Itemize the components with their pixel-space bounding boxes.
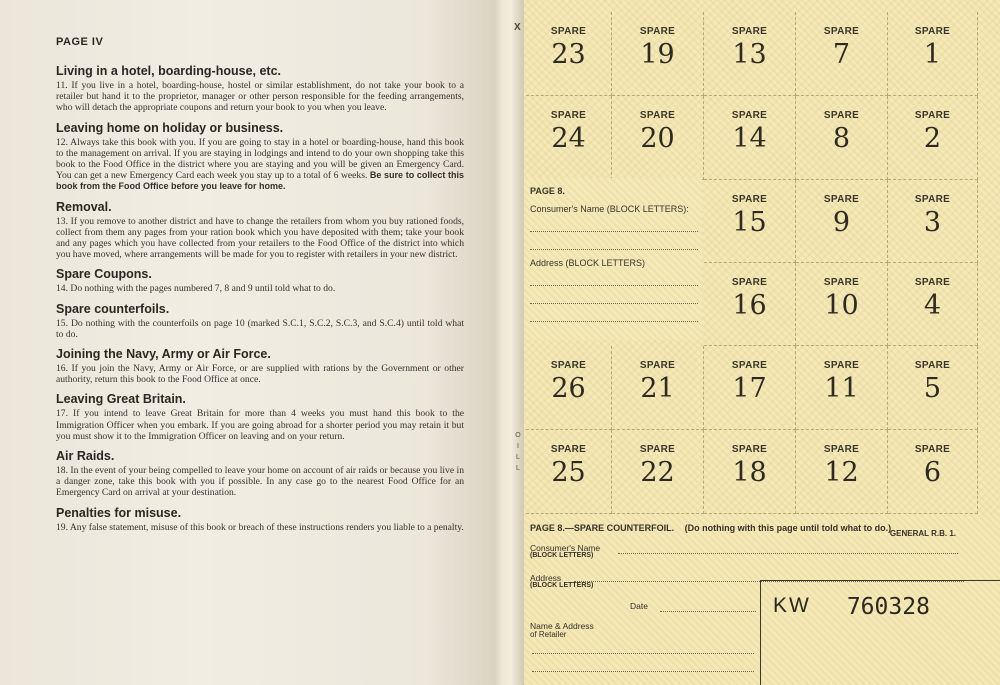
spine-letter: O [515,432,521,439]
spare-coupon [796,96,888,180]
section-text: 17. If you intend to leave Great Britain for more than 4 weeks you must hand this book to the Immigration Officer when you embark. If you are going abroad for a shorter period you may retain it but you must show it to the Immigration Officer on leaving and on your return. [56,408,464,442]
page8-consumer-name-line-2 [530,232,698,250]
spare-counterfoil [524,515,1000,685]
section-text: 16. If you join the Navy, Army or Air Force, or are supplied with rations by the Government or other authority, return this book to the Food Office at once. [56,363,464,386]
coupon-label: SPARE [550,444,587,455]
section-spare-coupons [56,267,464,294]
coupon-number: 25 [551,457,586,488]
section-text-bold: Be sure to collect this book from the Food Office before you leave for home. [56,170,464,192]
spare-coupon [796,12,888,96]
page8-address-line-3 [530,304,698,322]
coupon-label: SPARE [914,26,951,37]
coupon-number: 7 [832,39,851,70]
page8-address-label: Address (BLOCK LETTERS) [530,258,646,268]
coupon-number: 14 [732,123,767,154]
coupon-label: SPARE [731,360,768,371]
section-spare-counterfoils [56,302,464,340]
spare-coupon [704,263,796,346]
counterfoil-consumer-name-sub: (BLOCK LETTERS) [530,552,594,559]
coupon-number: 24 [551,123,586,154]
spare-coupon [612,430,704,514]
coupon-number: 17 [732,373,767,404]
spare-coupon [526,430,612,514]
section-heading: Leaving Great Britain. [56,392,186,407]
section-text [56,137,464,193]
coupon-label: SPARE [914,360,951,371]
coupon-label: SPARE [550,110,587,121]
form-code: GENERAL R.B. 1. [889,529,956,538]
right-page [524,0,1000,685]
coupon-label: SPARE [914,277,951,288]
page-label: PAGE IV [56,36,104,48]
coupon-label: SPARE [823,194,860,205]
section-penalties [56,506,464,533]
spare-coupon [612,346,704,430]
coupon-number: 9 [832,207,851,238]
page8-consumer-name-label: Consumer's Name (BLOCK LETTERS): [530,204,689,214]
spare-coupon [888,180,978,263]
spare-coupon [796,430,888,514]
spine-letter: L [516,454,520,461]
page8-form [524,178,702,340]
section-holiday [56,121,464,193]
coupon-label: SPARE [731,26,768,37]
spare-coupon [704,180,796,263]
coupon-number: 13 [732,39,767,70]
coupon-number: 5 [923,373,942,404]
coupon-number: 23 [551,39,586,70]
coupon-label: SPARE [823,277,860,288]
section-forces [56,347,464,385]
spare-coupon [888,96,978,180]
coupon-number: 18 [732,457,767,488]
spare-coupon [704,346,796,430]
coupon-number: 15 [732,207,767,238]
coupon-label: SPARE [823,444,860,455]
section-hotel [56,64,464,114]
section-heading: Penalties for misuse. [56,505,182,520]
coupon-number: 21 [640,373,675,404]
counterfoil-retailer [530,621,594,639]
coupon-number: 20 [640,123,675,154]
page8-title: PAGE 8. [530,186,565,196]
spare-coupon [612,12,704,96]
coupon-label: SPARE [823,26,860,37]
counterfoil-retailer-line [532,653,754,654]
counterfoil-retailer-sub: of Retailer [530,630,567,639]
spare-coupon [888,263,978,346]
coupon-label: SPARE [731,444,768,455]
counterfoil-note: (Do nothing with this page until told what to do.) [684,523,892,533]
counterfoil-name-line [618,553,958,554]
coupon-number: 12 [824,457,859,488]
counterfoil-date-label: Date [630,601,648,611]
section-text: 15. Do nothing with the counterfoils on page 10 (marked S.C.1, S.C.2, S.C.3, and S.C.4) until told what to do. [56,317,464,340]
coupon-number: 6 [923,457,942,488]
spare-coupon [796,180,888,263]
section-text: 18. In the event of your being compelled to leave your home on account of air raids or because you live in a danger zone, take this book with you if possible. In any case go to the nearest Food Office for an Emergency Card on arrival at your destination. [56,465,464,499]
spare-coupon [888,12,978,96]
spare-coupon [796,263,888,346]
spine-mark: X [514,22,521,33]
coupon-label: SPARE [639,26,676,37]
coupon-number: 1 [923,39,942,70]
spare-coupon [526,12,612,96]
coupon-label: SPARE [731,110,768,121]
counterfoil-consumer-name [530,543,600,559]
section-heading: Spare counterfoils. [56,301,170,316]
coupon-number: 4 [923,290,942,321]
spare-coupon [888,430,978,514]
coupon-label: SPARE [639,110,676,121]
section-text: 14. Do nothing with the pages numbered 7, 8 and 9 until told what to do. [56,283,336,295]
section-removal [56,200,464,261]
section-heading: Joining the Navy, Army or Air Force. [56,347,271,362]
coupon-number: 3 [923,207,942,238]
book-spine [494,0,528,685]
spine-letter: L [516,465,520,472]
coupon-number: 22 [640,457,675,488]
section-text-main: 12. Always take this book with you. If you are going to stay in a hotel or boarding-house, hand this book to the management on arrival. If you are staying in lodgings and intend to do your own shopping take this book to the Food Office in the district where you are staying and you will be given an Emergency Card. You can get a new Emergency Card each week you stay up to a total of 6 weeks. [56,136,464,182]
coupon-label: SPARE [731,277,768,288]
spare-coupon [888,346,978,430]
page8-address-line-2 [530,286,698,304]
counterfoil-retailer-label: Name & Address [530,621,594,631]
section-heading: Air Raids. [56,449,115,464]
coupon-number: 10 [824,290,859,321]
page8-address-line [530,268,698,286]
serial-prefix: KW [773,594,811,617]
section-text: 11. If you live in a hotel, boarding-house, hostel or similar establishment, do not take your book to a retailer but hand it to the proprietor, manager or other person responsible for the feeding arrangements, who will detach the appropriate coupons and return your book to you when you leave. [56,80,464,114]
spine-strip [513,430,523,474]
counterfoil-title: PAGE 8.—SPARE COUNTERFOIL. [530,523,675,533]
section-heading: Spare Coupons. [56,267,152,282]
coupon-label: SPARE [550,26,587,37]
coupon-label: SPARE [823,360,860,371]
coupon-number: 16 [732,290,767,321]
coupon-label: SPARE [731,194,768,205]
coupon-label: SPARE [639,360,676,371]
coupon-number: 19 [640,39,675,70]
spine-letter: I [517,443,519,450]
coupon-number: 8 [832,123,851,154]
section-text: 19. Any false statement, misuse of this book or breach of these instructions renders you liable to a penalty. [56,521,464,533]
coupon-label: SPARE [550,360,587,371]
coupon-label: SPARE [914,110,951,121]
page8-consumer-name-line [530,214,698,232]
counterfoil-retailer-line-2 [532,671,754,672]
section-heading: Leaving home on holiday or business. [56,120,284,135]
spare-coupon [796,346,888,430]
coupon-label: SPARE [914,194,951,205]
counterfoil-address-sub: (BLOCK LETTERS) [530,582,594,589]
coupon-label: SPARE [914,444,951,455]
coupon-number: 2 [923,123,942,154]
counterfoil-date-line [660,611,756,612]
spare-coupon [704,12,796,96]
coupon-number: 11 [824,373,859,404]
section-air-raids [56,449,464,499]
section-heading: Living in a hotel, boarding-house, etc. [56,64,282,78]
coupon-label: SPARE [639,444,676,455]
counterfoil-consumer-name-label: Consumer's Name [530,543,601,553]
serial-number-box [760,580,1000,685]
spare-coupon [526,346,612,430]
spare-coupon [526,96,612,180]
coupon-label: SPARE [823,110,860,121]
spare-coupon [704,96,796,180]
counterfoil-address-label: Address [530,573,562,583]
section-heading: Removal. [56,199,112,214]
coupon-number: 26 [551,373,586,404]
serial-number: 760328 [846,594,930,620]
section-text: 13. If you remove to another district and have to change the retailers from whom you buy rationed foods, collect from them any pages from your ration book which you have deposited with them; take your book and any pages which you have collected from your retailers to the Food Office of the district into which you have moved, where arrangements will be made for you to register with retailers in your new district. [56,215,464,261]
section-leaving-britain [56,392,464,442]
spare-coupon [612,96,704,180]
spare-coupon [704,430,796,514]
